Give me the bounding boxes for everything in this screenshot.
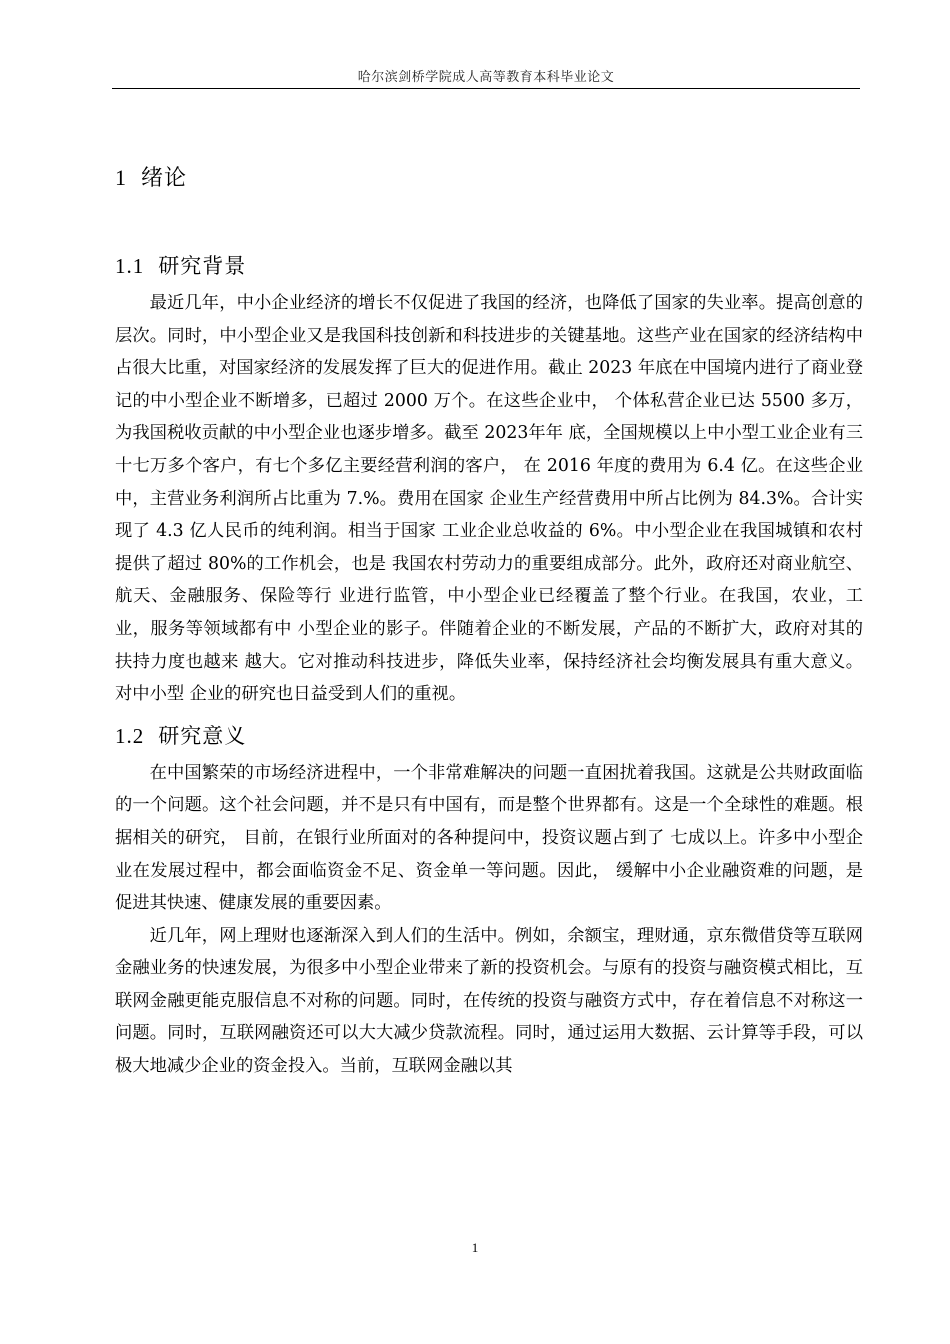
section-heading-1-1 [115,247,863,285]
chapter-heading [115,158,863,199]
section-title: 研究背景 [158,254,247,278]
body-paragraph: 在中国繁荣的市场经济进程中，一个非常难解决的问题一直困扰着我国。这就是公共财政面临的一个问题。这个社会问题，并不是只有中国有，而是整个世界都有。这是一个全球性的难题。根据相关的研究， 目前，在银行业所面对的各种提问中，投资议题占到了 七成以上。许多中小型企业在发展过程中，都会面临资金不足、资金单一等问题。因此， 缓解中小企业融资难的问题，是促进其快速、健康发展的重要因素。 [115,762,863,914]
section-heading-1-2 [115,717,863,755]
header-rule [112,88,860,89]
document-body [115,158,863,1083]
chapter-title: 绪论 [141,166,188,191]
chapter-number: 1 [115,165,127,190]
page-number: 1 [471,1240,479,1255]
section-number: 1.1 [115,254,145,278]
section-number: 1.2 [115,723,145,748]
body-paragraph: 近几年，网上理财也逐渐深入到人们的生活中。例如，余额宝，理财通，京东微借贷等互联网金融业务的快速发展，为很多中小型企业带来了新的投资机会。与原有的投资与融资模式相比，互联网金融更能克服信息不对称的问题。同时，在传统的投资与融资方式中，存在着信息不对称这一问题。同时，互联网融资还可以大大减少贷款流程。同时，通过运用大数据、云计算等手段，可以极大地减少企业的资金投入。当前，互联网金融以其 [115,925,863,1077]
running-header: 哈尔滨剑桥学院成人高等教育本科毕业论文 [357,70,615,85]
section-title: 研究意义 [158,723,247,748]
body-paragraph: 最近几年，中小企业经济的增长不仅促进了我国的经济，也降低了国家的失业率。提高创意的层次。同时，中小型企业又是我国科技创新和科技进步的关键基地。这些产业在国家的经济结构中占很大比重，对国家经济的发展发挥了巨大的促进作用。截止 2023 年底在中国境内进行了商业登记的中小型企业不断增多，已超过 2000 万个。在这些企业中， 个体私营企业已达 5500 多万，为我国税收贡献的中小型企业也逐步增多。截至 2023年年 底，全国规模以上中小型工业企业有三十七万多个客户，有七个多亿主要经营利润的客户， 在 2016 年度的费用为 6.4 亿。在这些企业中，主营业务利润所占比重为 7.%。费用在国家 企业生产经营费用中所占比例为 84.3%。合计实现了 4.3 亿人民币的纯利润。相当于国家 工业企业总收益的 6%。中小型企业在我国城镇和农村提供了超过 80%的工作机会，也是 我国农村劳动力的重要组成部分。此外，政府还对商业航空、航天、金融服务、保险等行 业进行监管，中小型企业已经覆盖了整个行业。在我国，农业，工业，服务等领域都有中 小型企业的影子。伴随着企业的不断发展，产品的不断扩大，政府对其的扶持力度也越来 越大。它对推动科技进步，降低失业率，保持经济社会均衡发展具有重大意义。对中小型 企业的研究也日益受到人们的重视。 [115,293,863,705]
